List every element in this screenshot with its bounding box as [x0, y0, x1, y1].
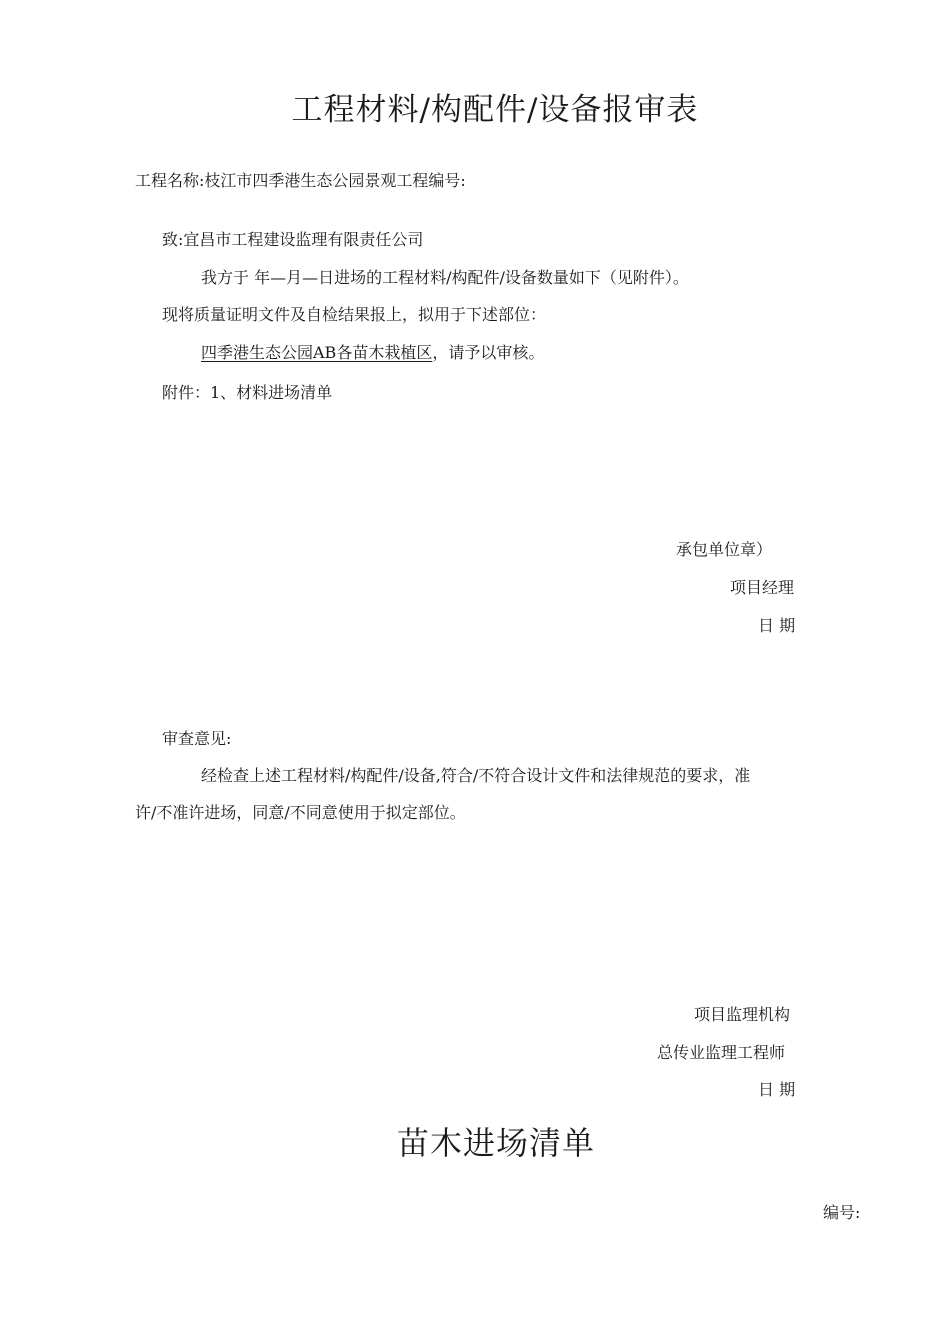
- form-title: 工程材料/构配件/设备报审表: [291, 92, 699, 128]
- date-label-supervision: 日 期: [758, 1080, 796, 1099]
- list-title: 苗木进场清单: [396, 1124, 595, 1162]
- review-text-line-1: 经检查上述工程材料/构配件/设备,符合/不符合设计文件和法律规范的要求，准: [201, 766, 751, 785]
- review-heading: 审查意见:: [162, 729, 232, 748]
- project-manager-label: 项目经理: [730, 578, 795, 597]
- location-suffix: ，请予以审核。: [432, 343, 545, 362]
- date-label-contractor: 日 期: [758, 616, 796, 635]
- addressee-line: 致:宜昌市工程建设监理有限责任公司: [162, 230, 424, 249]
- attachment-line: 附件：1、材料进场清单: [162, 383, 333, 402]
- list-number-label: 编号:: [823, 1203, 861, 1222]
- contractor-seal-label: 承包单位章）: [676, 540, 773, 559]
- chief-engineer-label: 总传业监理工程师: [657, 1043, 786, 1062]
- location-line: [201, 343, 544, 363]
- location-underlined: 四季港生态公园AB各苗木栽植区: [201, 343, 433, 362]
- project-name-line: 工程名称:枝江市四季港生态公园景观工程编号:: [135, 171, 466, 190]
- review-text-line-2: 许/不准许进场，同意/不同意使用于拟定部位。: [135, 803, 466, 822]
- supervision-org-label: 项目监理机构: [694, 1005, 791, 1024]
- entry-paragraph: 我方于 年—月—日进场的工程材料/构配件/设备数量如下（见附件）。: [201, 268, 689, 287]
- submission-paragraph: 现将质量证明文件及自检结果报上，拟用于下述部位：: [162, 305, 547, 324]
